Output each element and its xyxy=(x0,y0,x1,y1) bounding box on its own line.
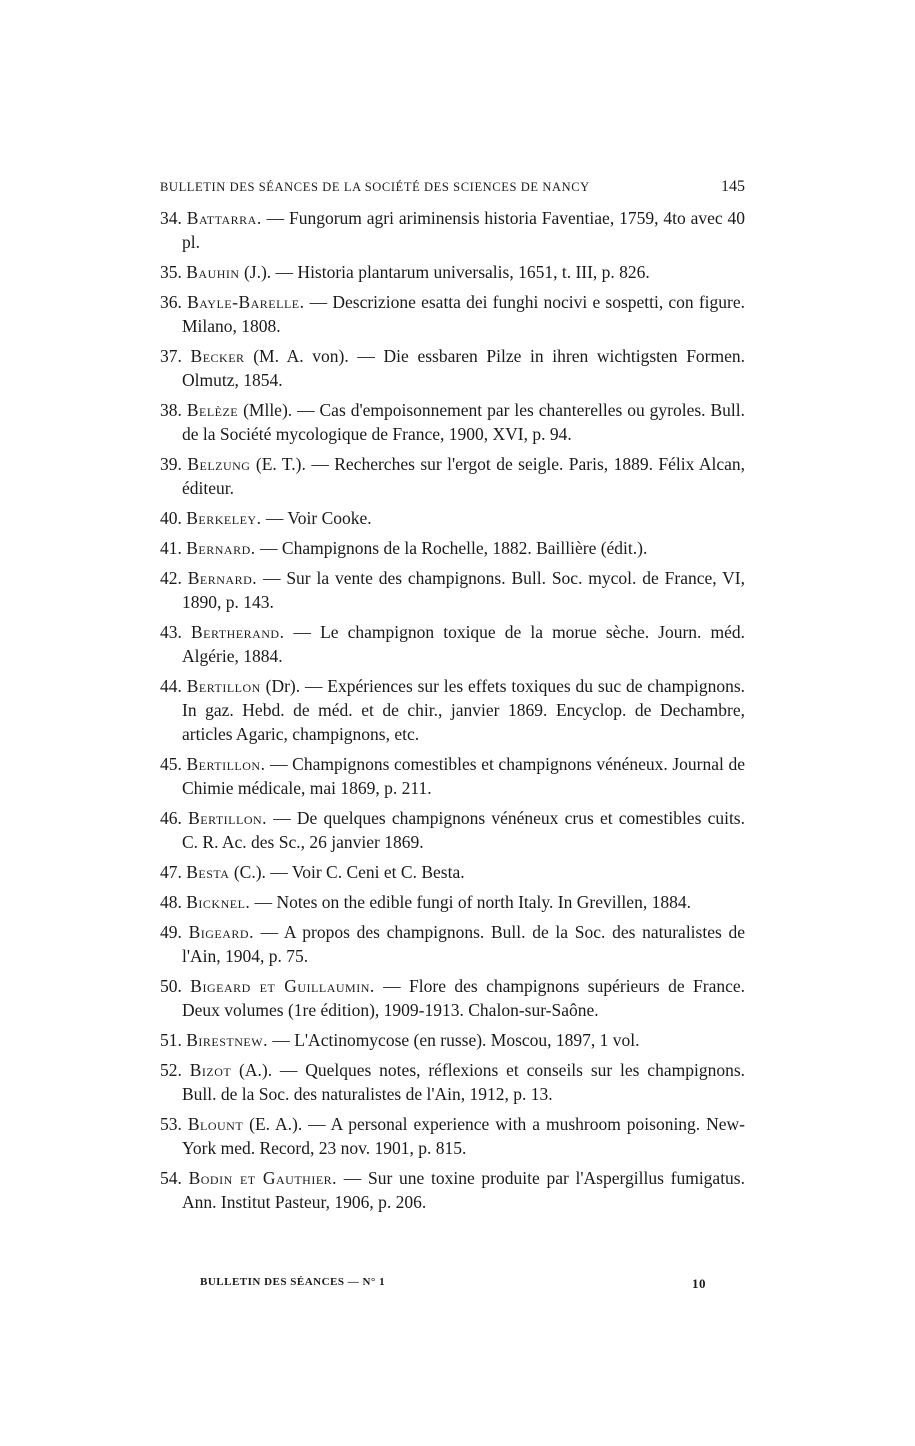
bibliography-entry xyxy=(160,1166,745,1214)
bibliography-entry xyxy=(160,398,745,446)
bibliography-entry xyxy=(160,1112,745,1160)
bibliography-entry xyxy=(160,674,745,746)
entry-text: — Sur une toxine produite par l'Aspergillus fumigatus. Ann. Institut Pasteur, 1906, p. 206. xyxy=(182,1168,745,1212)
entry-number: 38. xyxy=(160,400,182,420)
entry-number: 47. xyxy=(160,862,182,882)
entry-author: Besta xyxy=(186,862,230,882)
entry-number: 40. xyxy=(160,508,182,528)
entry-number: 35. xyxy=(160,262,182,282)
entry-author: Bernard. xyxy=(187,568,258,588)
footer-signature: BULLETIN DES SÉANCES — N° 1 xyxy=(200,1276,386,1288)
entry-text: (E. A.). — A personal experience with a mushroom poisoning. New-York med. Record, 23 nov. 1901, p. 815. xyxy=(182,1114,746,1158)
entry-text: — Sur la vente des champignons. Bull. Soc. mycol. de France, VI, 1890, p. 143. xyxy=(182,568,746,612)
page-number: 145 xyxy=(721,178,745,195)
entry-number: 39. xyxy=(160,454,182,474)
bibliography-entry xyxy=(160,752,745,800)
entry-number: 37. xyxy=(160,346,182,366)
entry-text: — De quelques champignons vénéneux crus et comestibles cuits. C. R. Ac. des Sc., 26 janvier 1869. xyxy=(182,808,745,852)
entry-author: Bauhin xyxy=(186,262,240,282)
entry-number: 34. xyxy=(160,208,182,228)
entry-author: Bigeard. xyxy=(188,922,254,942)
bibliography-entry xyxy=(160,620,745,668)
entry-text: — Champignons comestibles et champignons vénéneux. Journal de Chimie médicale, mai 1869, p. 211. xyxy=(182,754,746,798)
bibliography-entry xyxy=(160,860,745,884)
bibliography-entry xyxy=(160,974,745,1022)
bibliography-entry xyxy=(160,1058,745,1106)
entry-text: (Mlle). — Cas d'empoisonnement par les chanterelles ou gyroles. Bull. de la Société mycologique de France, 1900, XVI, p. 94. xyxy=(182,400,745,444)
bibliography-entry xyxy=(160,452,745,500)
entry-text: — L'Actinomycose (en russe). Moscou, 1897, 1 vol. xyxy=(267,1030,640,1050)
entry-author: Birestnew. xyxy=(186,1030,268,1050)
entry-author: Blount xyxy=(187,1114,244,1134)
running-title: BULLETIN DES SÉANCES DE LA SOCIÉTÉ DES SCIENCES DE NANCY xyxy=(160,180,590,194)
entry-number: 44. xyxy=(160,676,182,696)
entry-author: Bigeard et Guillaumin. xyxy=(190,976,375,996)
entry-text: — Descrizione esatta dei funghi nocivi e sospetti, con figure. Milano, 1808. xyxy=(182,292,746,336)
bibliography-entry xyxy=(160,506,745,530)
bibliography-entry xyxy=(160,920,745,968)
entry-text: (C.). — Voir C. Ceni et C. Besta. xyxy=(229,862,465,882)
entry-text: (E. T.). — Recherches sur l'ergot de seigle. Paris, 1889. Félix Alcan, éditeur. xyxy=(182,454,745,498)
sheet-number: 10 xyxy=(692,1276,706,1291)
entry-text: (M. A. von). — Die essbaren Pilze in ihren wichtigsten Formen. Olmutz, 1854. xyxy=(182,346,746,390)
entry-author: Belzung xyxy=(187,454,251,474)
entry-author: Bodin et Gauthier. xyxy=(188,1168,338,1188)
entry-number: 52. xyxy=(160,1060,182,1080)
bibliography-entry xyxy=(160,344,745,392)
entry-text: — Fungorum agri ariminensis historia Faventiae, 1759, 4to avec 40 pl. xyxy=(182,208,746,252)
entry-text: — Flore des champignons supérieurs de France. Deux volumes (1re édition), 1909-1913. Chalon-sur-Saône. xyxy=(182,976,746,1020)
entry-text: (J.). — Historia plantarum universalis, 1651, t. III, p. 826. xyxy=(239,262,650,282)
entry-author: Bertherand. xyxy=(190,622,285,642)
entry-number: 49. xyxy=(160,922,182,942)
page-footer xyxy=(200,1276,706,1292)
entry-author: Bicknel. xyxy=(186,892,251,912)
entry-number: 42. xyxy=(160,568,182,588)
bibliography-entry xyxy=(160,890,745,914)
entry-number: 50. xyxy=(160,976,182,996)
bibliography-entry xyxy=(160,290,745,338)
entry-number: 53. xyxy=(160,1114,182,1134)
entry-text: (Dr). — Expériences sur les effets toxiques du suc de champignons. In gaz. Hebd. de méd. et de chir., janvier 1869. Encyclop. de Dechambre, articles Agaric, champignons, etc. xyxy=(182,676,745,744)
entry-number: 45. xyxy=(160,754,182,774)
bibliography-entry xyxy=(160,566,745,614)
entry-text: — A propos des champignons. Bull. de la Soc. des naturalistes de l'Ain, 1904, p. 75. xyxy=(182,922,746,966)
entry-author: Becker xyxy=(190,346,245,366)
bibliography-entry xyxy=(160,1028,745,1052)
bibliography-entry xyxy=(160,206,745,254)
entry-author: Belèze xyxy=(186,400,239,420)
running-head xyxy=(160,178,745,196)
entry-number: 43. xyxy=(160,622,182,642)
entry-number: 46. xyxy=(160,808,182,828)
bibliography-entry xyxy=(160,536,745,560)
entry-author: Bernard. xyxy=(186,538,256,558)
entry-author: Bertillon xyxy=(186,676,261,696)
entry-text: (A.). — Quelques notes, réflexions et conseils sur les champignons. Bull. de la Soc. des naturalistes de l'Ain, 1912, p. 13. xyxy=(182,1060,746,1104)
entry-text: — Notes on the edible fungi of north Italy. In Grevillen, 1884. xyxy=(250,892,691,912)
entry-author: Bizot xyxy=(189,1060,232,1080)
entry-text: — Voir Cooke. xyxy=(261,508,372,528)
entry-number: 54. xyxy=(160,1168,182,1188)
entry-number: 48. xyxy=(160,892,182,912)
bibliography-entry xyxy=(160,806,745,854)
entry-text: — Champignons de la Rochelle, 1882. Baillière (édit.). xyxy=(255,538,648,558)
entry-author: Bertillon. xyxy=(188,808,268,828)
entry-author: Battarra. xyxy=(186,208,262,228)
bibliography-list xyxy=(160,206,745,1220)
bibliography-entry xyxy=(160,260,745,284)
entry-author: Bertillon. xyxy=(186,754,266,774)
entry-number: 51. xyxy=(160,1030,182,1050)
entry-text: — Le champignon toxique de la morue sèche. Journ. méd. Algérie, 1884. xyxy=(182,622,745,666)
entry-author: Berkeley. xyxy=(186,508,262,528)
entry-number: 36. xyxy=(160,292,182,312)
entry-number: 41. xyxy=(160,538,182,558)
entry-author: Bayle-Barelle. xyxy=(187,292,305,312)
